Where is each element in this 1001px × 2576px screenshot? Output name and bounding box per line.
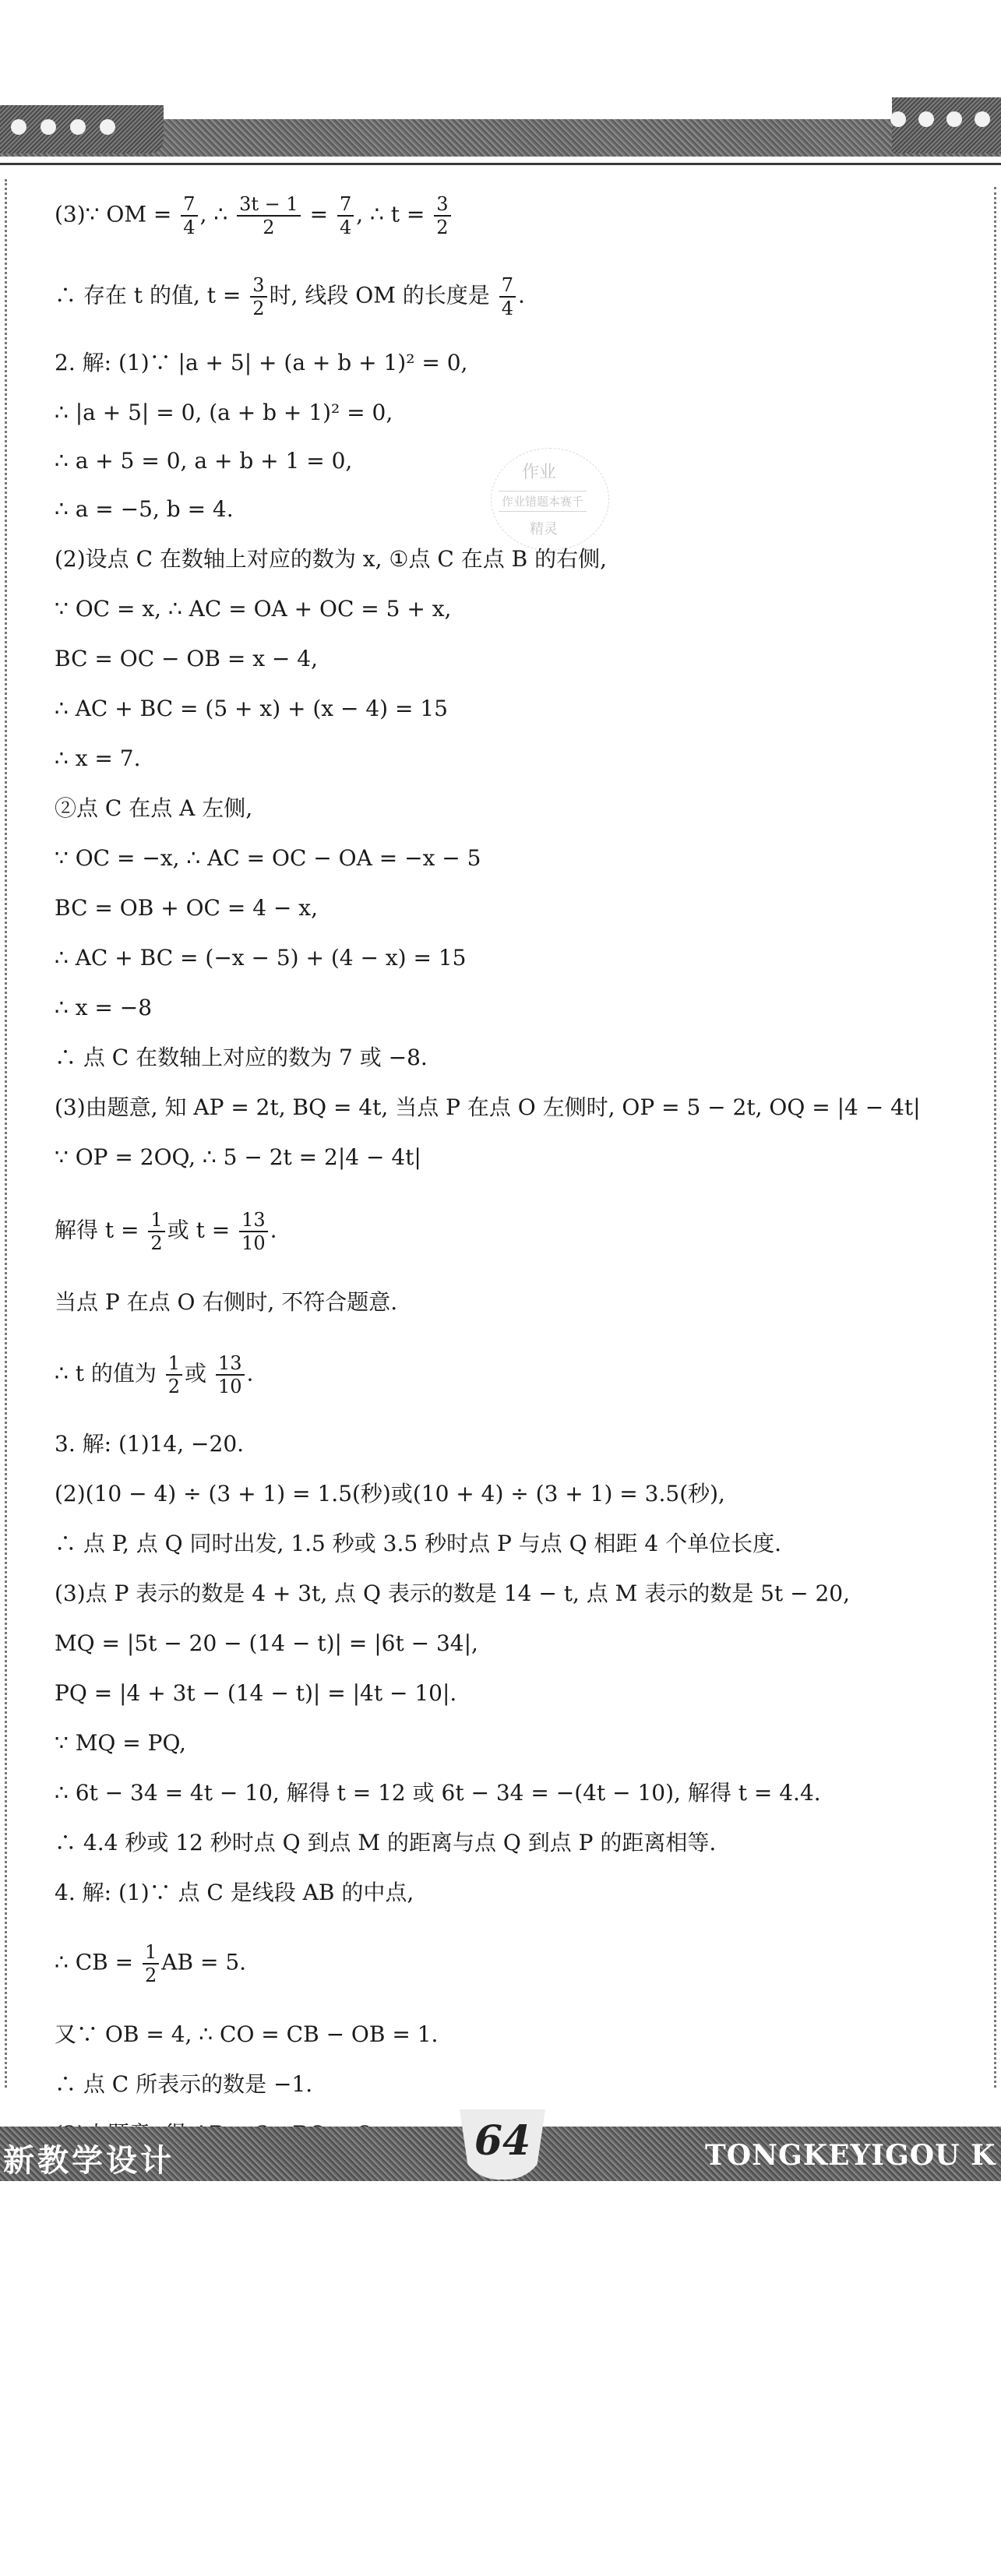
solution-line: ∴ AC + BC = (−x − 5) + (4 − x) = 15	[55, 945, 467, 971]
right-decorative-border	[986, 187, 996, 2088]
solution-line: ∴ 点 C 所表示的数是 −1.	[55, 2071, 313, 2097]
dot-icon	[70, 119, 86, 135]
solution-line: MQ = |5t − 20 − (14 − t)| = |6t − 34|,	[55, 1630, 478, 1656]
watermark-stamp	[491, 448, 608, 549]
solution-line: BC = OB + OC = 4 − x,	[55, 895, 318, 921]
fraction: $\frac{13}{10}$	[239, 1209, 268, 1254]
fraction: $\frac{7}{4}$	[499, 274, 516, 319]
solution-line: 4. 解: (1)∵ 点 C 是线段 AB 的中点,	[55, 1880, 414, 1905]
solution-line: 当点 P 在点 O 右侧时, 不符合题意.	[55, 1289, 398, 1315]
stamp-line-1: 作业	[522, 463, 557, 482]
solution-line: ∴ t 的值为 $\frac{1}{2}$ 或 $\frac{13}{10}$ .	[55, 1352, 254, 1397]
solution-line: (3)由题意, 知 AP = 2t, BQ = 4t, 当点 P 在点 O 左侧时, OP = 5 − 2t, OQ = |4 − 4t|	[55, 1094, 921, 1120]
solution-line: ∵ MQ = PQ,	[55, 1730, 186, 1756]
fraction: $\frac{3}{2}$	[250, 274, 266, 319]
solution-line: BC = OC − OB = x − 4,	[55, 646, 318, 671]
dot-icon	[946, 111, 962, 127]
dot-icon	[41, 119, 56, 135]
stamp-line-2: 作业错题本赛千	[499, 491, 587, 512]
solution-line: ∴ 6t − 34 = 4t − 10, 解得 t = 12 或 6t − 34 = −(4t − 10), 解得 t = 4.4.	[55, 1780, 821, 1806]
solution-line: ②点 C 在点 A 左侧,	[55, 795, 253, 821]
solution-line: ∴ x = 7.	[55, 745, 141, 771]
solution-line: ∴ x = −8	[55, 995, 153, 1020]
fraction: $\frac{7}{4}$	[337, 193, 354, 238]
stamp-line-3: 精灵	[530, 521, 558, 537]
solution-line: PQ = |4 + 3t − (14 − t)| = |4t − 10|.	[55, 1680, 457, 1706]
solution-line: ∴ |a + 5| = 0, (a + b + 1)² = 0,	[55, 400, 393, 425]
solution-line: ∵ OP = 2OQ, ∴ 5 − 2t = 2|4 − 4t|	[55, 1144, 421, 1170]
solution-line: ∴ a + 5 = 0, a + b + 1 = 0,	[55, 448, 353, 474]
fraction: $\frac{7}{4}$	[181, 193, 197, 238]
solution-line: ∴ AC + BC = (5 + x) + (x − 4) = 15	[55, 696, 448, 721]
fraction: $\frac{13}{10}$	[216, 1352, 245, 1397]
header-dots-right	[890, 111, 990, 127]
solution-line: (3)∵ OM = $\frac{7}{4}$ , ∴ $\frac{3t - 1}{2}$ = $\frac{7}{4}$ , ∴ t = $\frac{3}{2}$	[55, 193, 453, 238]
footer-series-title: 新教学设计	[3, 2143, 174, 2179]
solution-line: (2)(10 − 4) ÷ (3 + 1) = 1.5(秒)或(10 + 4) ÷ (3 + 1) = 3.5(秒),	[55, 1481, 725, 1506]
solution-line: ∴ 点 C 在数轴上对应的数为 7 或 −8.	[55, 1045, 428, 1070]
fraction: $\frac{1}{2}$	[143, 1941, 159, 1986]
dot-icon	[11, 119, 26, 135]
solution-line: ∴ 存在 t 的值, t = $\frac{3}{2}$ 时, 线段 OM 的长度是 $\frac{7}{4}$ .	[55, 274, 525, 319]
fraction: $\frac{3t - 1}{2}$	[237, 193, 301, 238]
solution-line: (3)点 P 表示的数是 4 + 3t, 点 Q 表示的数是 14 − t, 点 M 表示的数是 5t − 20,	[55, 1580, 850, 1606]
fraction: $\frac{1}{2}$	[148, 1209, 164, 1254]
solution-line: ∴ CB = $\frac{1}{2}$ AB = 5.	[55, 1941, 247, 1986]
solution-line: 解得 t = $\frac{1}{2}$ 或 t = $\frac{13}{10}$ .	[55, 1209, 277, 1254]
solution-line: ∵ OC = x, ∴ AC = OA + OC = 5 + x,	[55, 596, 452, 622]
solution-line: ∵ OC = −x, ∴ AC = OC − OA = −x − 5	[55, 845, 481, 871]
dot-icon	[975, 111, 990, 127]
fraction: $\frac{1}{2}$	[166, 1352, 182, 1397]
dot-icon	[890, 111, 906, 127]
solution-line: 又∵ OB = 4, ∴ CO = CB − OB = 1.	[55, 2021, 439, 2047]
dot-icon	[918, 111, 934, 127]
solution-line: 2. 解: (1)∵ |a + 5| + (a + b + 1)² = 0,	[55, 350, 468, 375]
solution-line: (2)设点 C 在数轴上对应的数为 x, ①点 C 在点 B 的右侧,	[55, 546, 607, 572]
page-number: 64	[474, 2117, 531, 2165]
header-rule	[0, 163, 1001, 165]
solution-line: ∴ a = −5, b = 4.	[55, 496, 234, 522]
header-band	[0, 97, 1001, 171]
left-decorative-border	[5, 179, 15, 2088]
solution-line: ∴ 点 P, 点 Q 同时出发, 1.5 秒或 3.5 秒时点 P 与点 Q 相距 4 个单位长度.	[55, 1531, 781, 1556]
footer-brand: TONGKEYIGOU K	[705, 2139, 996, 2172]
solution-line: 3. 解: (1)14, −20.	[55, 1431, 245, 1457]
fraction: $\frac{3}{2}$	[434, 193, 450, 238]
dot-icon	[100, 119, 115, 135]
footer-band	[0, 2095, 1001, 2189]
header-dots-left	[11, 119, 115, 135]
solution-line: ∴ 4.4 秒或 12 秒时点 Q 到点 M 的距离与点 Q 到点 P 的距离相等.	[55, 1830, 717, 1855]
